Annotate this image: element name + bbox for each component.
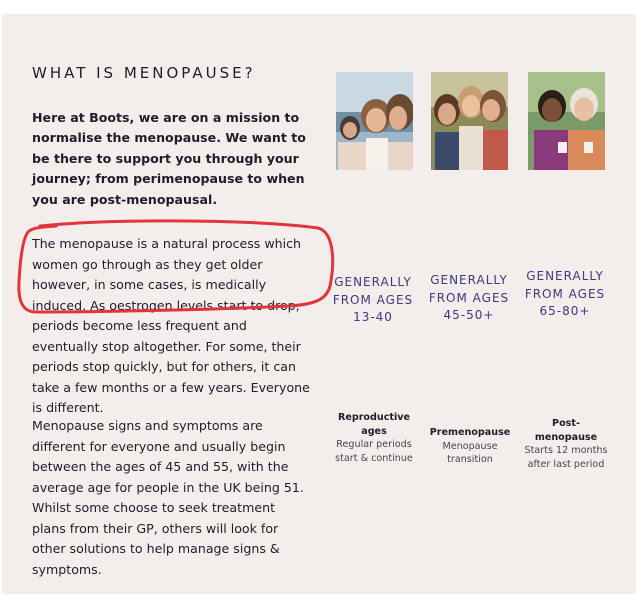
symptoms-paragraph: Menopause signs and symptoms are different for everyone and usually begin between the ages of 45 and 55, with the average age for people in the UK being 51. Whilst some choose to seek treatment plans from their GP, others will look for other solutions to help manage signs & symptoms. <box>32 418 304 577</box>
stage-postmenopause <box>521 417 611 471</box>
age-label-reproductive: GENERALLY FROM AGES 13-40 <box>332 275 414 324</box>
photo-young-women <box>336 72 413 170</box>
age-label-postmenopause: GENERALLY FROM AGES 65-80+ <box>524 269 606 318</box>
photo-laughing-friends <box>431 72 508 170</box>
stage-reproductive <box>329 411 419 465</box>
stage-title: Reproductive ages <box>337 412 411 437</box>
section-heading: WHAT IS MENOPAUSE? <box>32 64 256 82</box>
stage-title: Premenopause <box>429 427 511 438</box>
stage-title: Post-menopause <box>534 418 598 443</box>
menopause-definition-paragraph: The menopause is a natural process which women go through as they get older however, in some cases, is medically induced. As oestrogen levels start to drop, periods become less frequent and eventually stop altogether. For some, their periods stop quickly, but for others, it can take a few months or a few years. Everyone is different. <box>32 236 310 415</box>
age-label-premenopause: GENERALLY FROM AGES 45-50+ <box>428 273 510 322</box>
stage-description: Regular periods start & continue <box>335 439 413 464</box>
stage-description: Starts 12 months after last period <box>524 445 608 470</box>
stage-premenopause <box>425 426 515 467</box>
photo-older-women <box>528 72 605 170</box>
stage-description: Menopause transition <box>442 440 498 465</box>
intro-paragraph: Here at Boots, we are on a mission to normalise the menopause. We want to be there to support you through your journey; from perimenopause to when you are post-menopausal. <box>32 110 306 207</box>
